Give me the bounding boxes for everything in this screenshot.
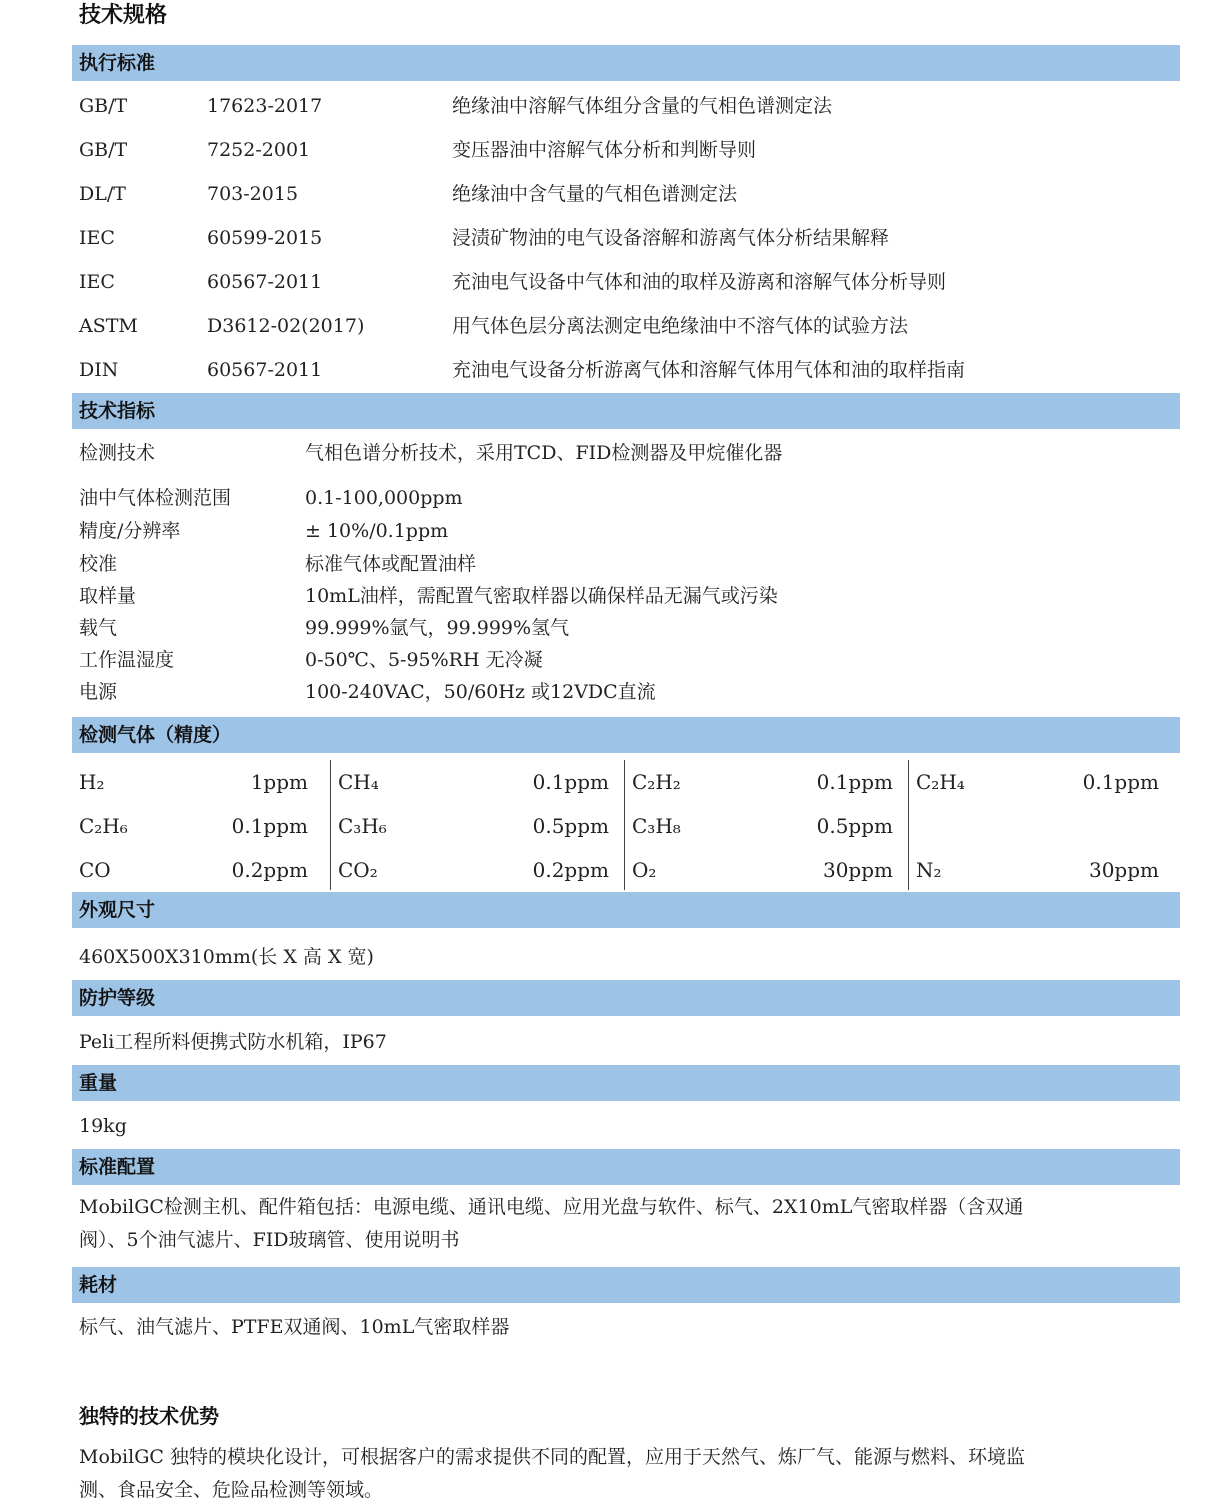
gas-name: N₂ (916, 858, 942, 882)
grid-divider (330, 760, 331, 890)
standard-desc: 绝缘油中含气量的气相色谱测定法 (452, 183, 738, 205)
spec-key: 工作温湿度 (79, 649, 175, 671)
dimensions-value: 460X500X310mm(长 X 高 X 宽) (79, 946, 374, 968)
spec-row (79, 550, 1179, 578)
standard-code: 7252-2001 (207, 139, 311, 161)
standard-org: GB/T (79, 139, 128, 161)
protection-value: Peli工程所料便携式防水机箱，IP67 (79, 1031, 387, 1053)
gas-grid (72, 760, 1180, 890)
gas-cell (909, 804, 1159, 848)
standard-desc: 绝缘油中溶解气体组分含量的气相色谱测定法 (452, 95, 833, 117)
gas-cell (72, 760, 308, 804)
standard-org: IEC (79, 271, 115, 293)
spec-row (79, 582, 1179, 610)
spec-value: 0.1-100,000ppm (305, 487, 463, 509)
standard-desc: 用气体色层分离法测定电绝缘油中不溶气体的试验方法 (452, 315, 909, 337)
gas-precision: 30ppm (1088, 858, 1159, 882)
gas-cell (625, 760, 893, 804)
gas-cell (331, 760, 609, 804)
section-protection: 防护等级 (72, 980, 1180, 1016)
gas-precision: 0.2ppm (231, 858, 308, 882)
standard-code: 17623-2017 (207, 95, 323, 117)
config-line: MobilGC检测主机、配件箱包括：电源电缆、通讯电缆、应用光盘与软件、标气、2X10mL气密取样器（含双通 (79, 1196, 1024, 1218)
spec-key: 校准 (79, 553, 118, 575)
gas-name: C₃H₈ (632, 814, 681, 838)
spec-row (79, 614, 1179, 642)
gas-cell (625, 804, 893, 848)
section-specs: 技术指标 (72, 393, 1180, 429)
spec-value: ± 10%/0.1ppm (305, 520, 449, 542)
standard-code: 60567-2011 (207, 359, 323, 381)
gas-name: CO (79, 858, 111, 882)
gas-name: C₃H₆ (338, 814, 387, 838)
spec-key: 检测技术 (79, 442, 156, 464)
standard-row (79, 224, 1179, 252)
gas-cell (625, 848, 893, 892)
gas-name: CH₄ (338, 770, 379, 794)
spec-row (79, 484, 1179, 512)
standard-code: D3612-02(2017) (207, 315, 365, 337)
advantages-text (79, 1441, 1169, 1507)
section-gases: 检测气体（精度） (72, 717, 1180, 753)
spec-key: 精度/分辨率 (79, 520, 181, 542)
gas-name: C₂H₆ (79, 814, 128, 838)
gas-precision: 0.1ppm (532, 770, 609, 794)
spec-value: 气相色谱分析技术，采用TCD、FID检测器及甲烷催化器 (305, 442, 783, 464)
spec-key: 载气 (79, 617, 118, 639)
advantages-line: MobilGC 独特的模块化设计，可根据客户的需求提供不同的配置，应用于天然气、炼厂气、能源与燃料、环境监 (79, 1446, 1025, 1468)
standard-org: GB/T (79, 95, 128, 117)
spec-value: 标准气体或配置油样 (305, 553, 477, 575)
section-dimensions: 外观尺寸 (72, 892, 1180, 928)
spec-row (79, 439, 1179, 467)
gas-cell (72, 848, 308, 892)
spec-value: 0-50℃、5-95%RH 无冷凝 (305, 649, 543, 671)
standard-desc: 充油电气设备中气体和油的取样及游离和溶解气体分析导则 (452, 271, 947, 293)
gas-cell (909, 760, 1159, 804)
gas-name: O₂ (632, 858, 657, 882)
standard-row (79, 180, 1179, 208)
standard-desc: 浸渍矿物油的电气设备溶解和游离气体分析结果解释 (452, 227, 890, 249)
section-standards: 执行标准 (72, 45, 1180, 81)
gas-cell (909, 848, 1159, 892)
gas-name: H₂ (79, 770, 105, 794)
standard-code: 60599-2015 (207, 227, 323, 249)
spec-key: 取样量 (79, 585, 137, 607)
grid-divider (908, 760, 909, 890)
spec-value: 100-240VAC，50/60Hz 或12VDC直流 (305, 681, 656, 703)
spec-row (79, 517, 1179, 545)
gas-precision: 30ppm (822, 858, 893, 882)
standard-desc: 变压器油中溶解气体分析和判断导则 (452, 139, 757, 161)
spec-value: 10mL油样，需配置气密取样器以确保样品无漏气或污染 (305, 585, 778, 607)
standard-row (79, 356, 1179, 384)
spec-sheet (72, 0, 1180, 1500)
standard-org: IEC (79, 227, 115, 249)
gas-name: CO₂ (338, 858, 378, 882)
standard-desc: 充油电气设备分析游离气体和溶解气体用气体和油的取样指南 (452, 359, 966, 381)
standard-code: 60567-2011 (207, 271, 323, 293)
grid-divider (624, 760, 625, 890)
spec-row (79, 646, 1179, 674)
gas-precision: 0.1ppm (816, 770, 893, 794)
standard-row (79, 312, 1179, 340)
standard-row (79, 268, 1179, 296)
advantages-line: 测、食品安全、危险品检测等领域。 (79, 1479, 384, 1501)
gas-precision: 1ppm (250, 770, 308, 794)
standard-org: ASTM (79, 315, 138, 337)
gas-cell (331, 848, 609, 892)
consumables-value: 标气、油气滤片、PTFE双通阀、10mL气密取样器 (79, 1316, 510, 1338)
gas-precision: 0.5ppm (816, 814, 893, 838)
gas-precision: 0.5ppm (532, 814, 609, 838)
standard-org: DIN (79, 359, 119, 381)
gas-cell (331, 804, 609, 848)
spec-key: 电源 (79, 681, 118, 703)
config-line: 阀）、5个油气滤片、FID玻璃管、使用说明书 (79, 1229, 460, 1251)
standard-code: 703-2015 (207, 183, 299, 205)
section-weight: 重量 (72, 1065, 1180, 1101)
standard-row (79, 92, 1179, 120)
weight-value: 19kg (79, 1115, 127, 1137)
gas-precision: 0.1ppm (231, 814, 308, 838)
advantages-title: 独特的技术优势 (79, 1404, 219, 1428)
spec-row (79, 678, 1179, 706)
config-text (79, 1191, 1169, 1257)
section-config: 标准配置 (72, 1149, 1180, 1185)
gas-name: C₂H₄ (916, 770, 965, 794)
standard-row (79, 136, 1179, 164)
section-consumables: 耗材 (72, 1267, 1180, 1303)
gas-precision: 0.1ppm (1082, 770, 1159, 794)
standard-org: DL/T (79, 183, 126, 205)
spec-key: 油中气体检测范围 (79, 487, 232, 509)
gas-cell (72, 804, 308, 848)
page-title: 技术规格 (79, 3, 168, 28)
spec-value: 99.999%氩气，99.999%氢气 (305, 617, 570, 639)
gas-precision: 0.2ppm (532, 858, 609, 882)
gas-name: C₂H₂ (632, 770, 681, 794)
